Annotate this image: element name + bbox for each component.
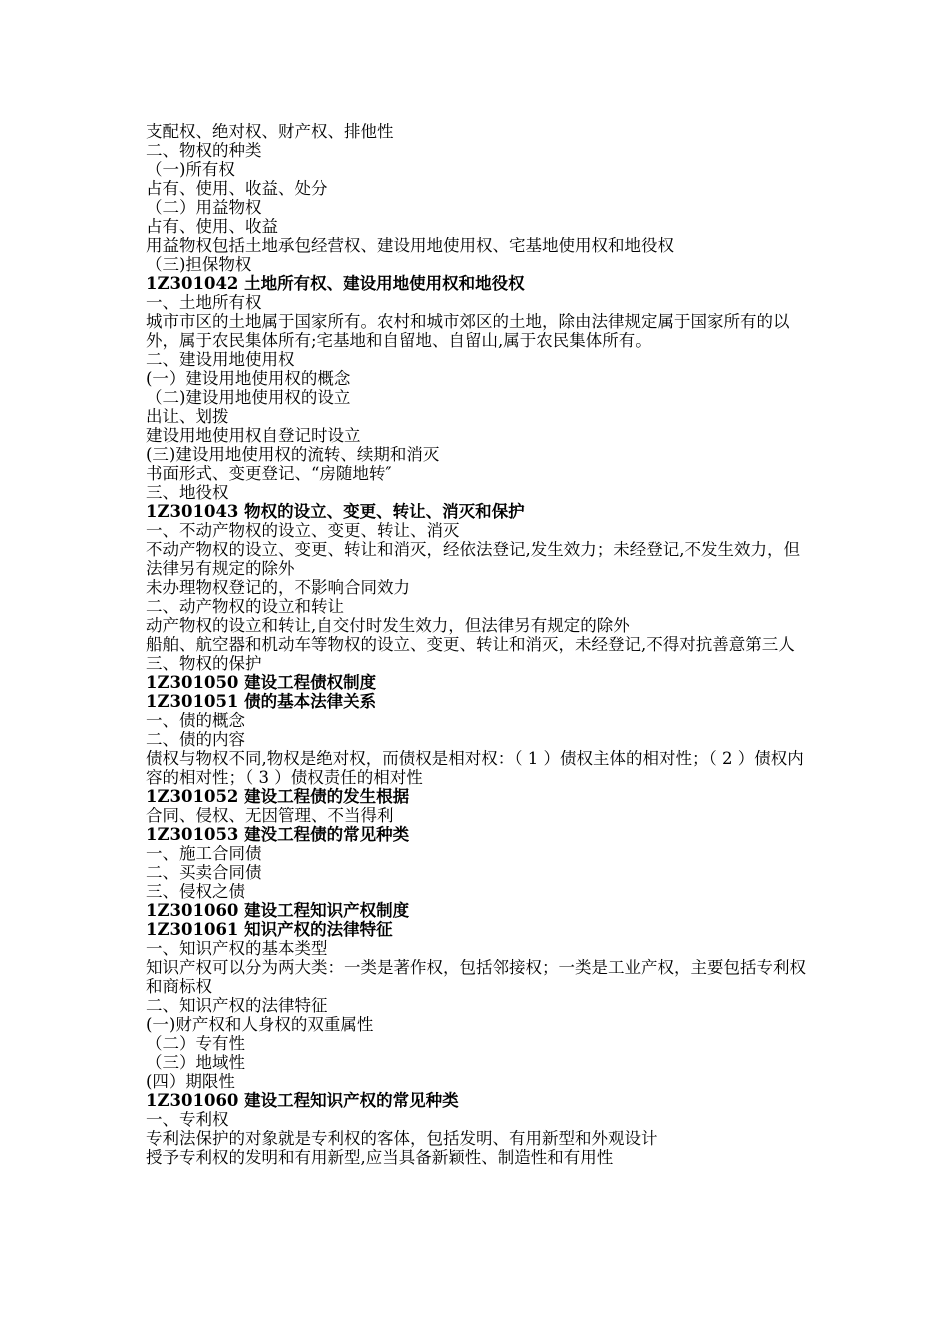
text-line: 一、施工合同债 [146,844,262,863]
text-line: 一、知识产权的基本类型 [146,939,328,958]
text-line: 二、买卖合同债 [146,863,262,882]
body-paragraph: 不动产物权的设立、变更、转让和消灭，经依法登记,发生效力；未经登记,不发生效力，但法律另有规定的除外 [146,540,800,578]
text-line: (一)财产权和人身权的双重属性 [146,1015,374,1034]
text-line: 二、知识产权的法律特征 [146,996,328,1015]
text-line: 三、侵权之债 [146,882,245,901]
text-line: 建设用地使用权自登记时设立 [146,426,361,445]
text-line: （二）专有性 [146,1034,245,1053]
body-paragraph: 船舶、航空器和机动车等物权的设立、变更、转让和消灭，未经登记,不得对抗善意第三人 [146,635,795,654]
text-line: 动产物权的设立和转让,自交付时发生效力，但法律另有规定的除外 [146,616,630,635]
text-line: 合同、侵权、无因管理、不当得利 [146,806,394,825]
section-heading: 1Z301052 建设工程债的发生根据 [146,787,410,806]
text-line: 占有、使用、收益、处分 [146,179,328,198]
text-line: 专利法保护的对象就是专利权的客体，包括发明、有用新型和外观设计 [146,1129,658,1148]
text-line: 三、物权的保护 [146,654,262,673]
section-heading: 1Z301053 建没工程债的常见种类 [146,825,410,844]
text-line: （一)所有权 [146,160,235,179]
text-line: 用益物权包括土地承包经营权、建设用地使用权、宅基地使用权和地役权 [146,236,674,255]
text-line: 二、债的内容 [146,730,245,749]
text-line: 二、动产物权的设立和转让 [146,597,344,616]
text-line: 未办理物权登记的，不影响合同效力 [146,578,410,597]
section-heading: 1Z301043 物权的设立、变更、转让、消灭和保护 [146,502,525,521]
body-paragraph: 城市市区的土地属于国家所有。农村和城市郊区的土地，除由法律规定属于国家所有的以外，属于农民集体所有;宅基地和自留地、自留山,属于农民集体所有。 [146,312,790,350]
text-line: (四）期限性 [146,1072,235,1091]
text-line: 一、债的概念 [146,711,245,730]
text-line: (三)建设用地使用权的流转、续期和消灭 [146,445,440,464]
text-line: （二）用益物权 [146,198,262,217]
section-heading: 1Z301050 建设工程债权制度 [146,673,377,692]
text-line: 一、土地所有权 [146,293,262,312]
text-line: 二、建设用地使用权 [146,350,295,369]
section-heading: 1Z301042 土地所有权、建设用地使用权和地役权 [146,274,525,293]
text-line: （三)担保物权 [146,255,252,274]
body-paragraph: 知识产权可以分为两大类：一类是著作权，包括邻接权；一类是工业产权，主要包括专利权和商标权 [146,958,806,996]
section-heading: 1Z301060 建设工程知识产权制度 [146,901,410,920]
text-line: 占有、使用、收益 [146,217,278,236]
section-heading: 1Z301061 知识产权的法律特征 [146,920,393,939]
text-line: 出让、划拨 [146,407,229,426]
document-page [146,122,810,1167]
section-heading: 1Z301051 债的基本法律关系 [146,692,377,711]
text-line: （三）地域性 [146,1053,245,1072]
text-line: (一）建设用地使用权的概念 [146,369,351,388]
text-line: 一、专利权 [146,1110,229,1129]
text-line: （二)建设用地使用权的设立 [146,388,351,407]
text-line: 授予专利权的发明和有用新型,应当具备新颖性、制造性和有用性 [146,1148,614,1167]
text-line: 一、不动产物权的设立、变更、转让、消灭 [146,521,460,540]
text-line: 三、地役权 [146,483,229,502]
text-line: 二、物权的种类 [146,141,262,160]
body-paragraph: 债权与物权不同,物权是绝对权，而债权是相对权：（ 1 ）债权主体的相对性；（ 2 ）债权内容的相对性；（ 3 ）债权责任的相对性 [146,749,804,787]
text-line: 支配权、绝对权、财产权、排他性 [146,122,394,141]
text-line: 书面形式、变更登记、“房随地转″ [146,464,392,483]
section-heading: 1Z301060 建设工程知识产权的常见种类 [146,1091,459,1110]
